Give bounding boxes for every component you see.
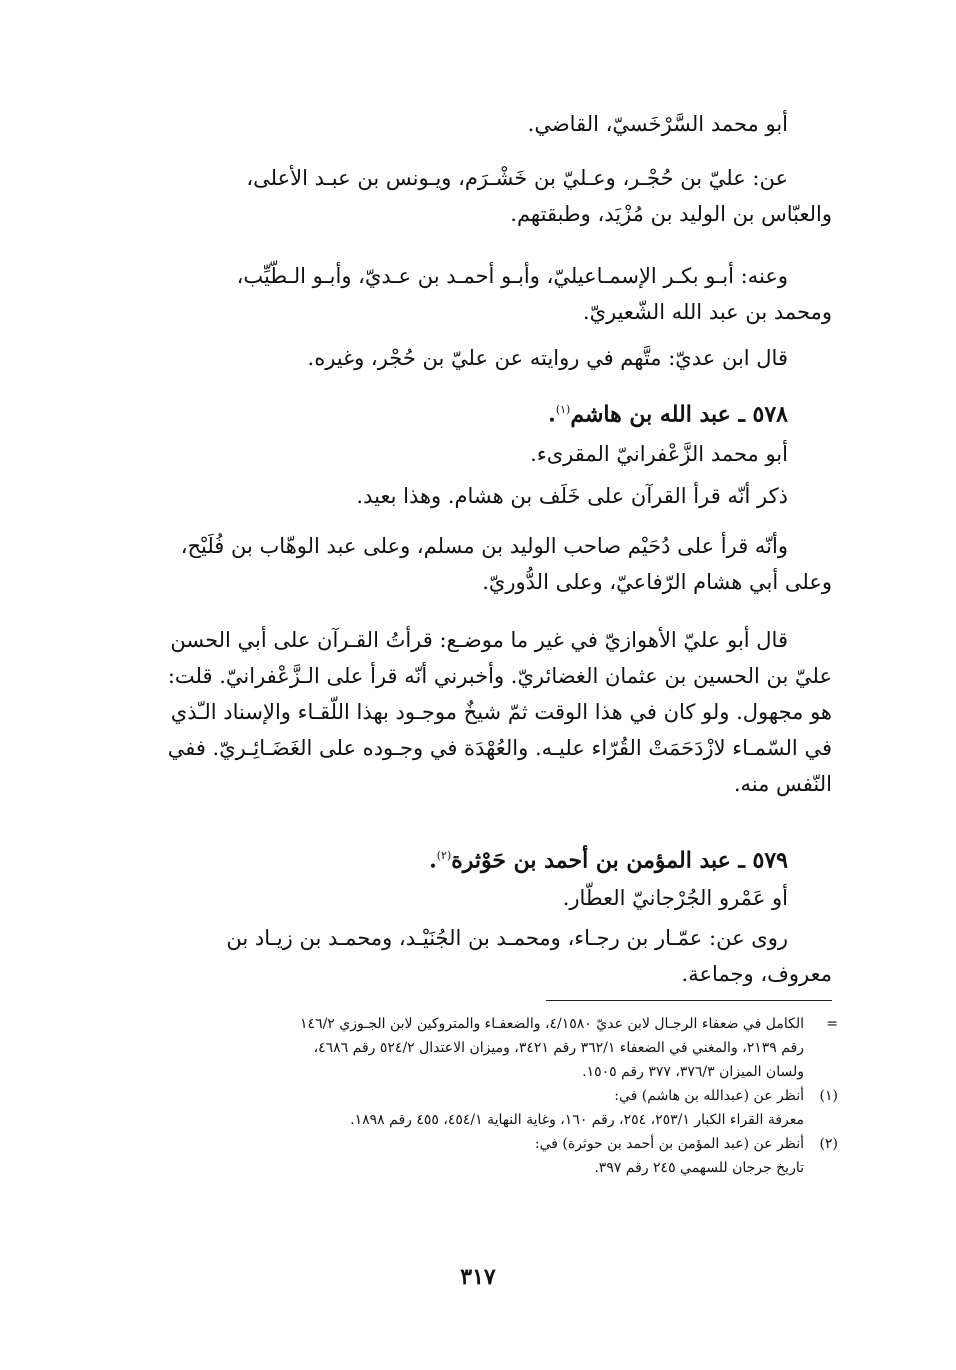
footnote-line: تاريخ جرجان للسهمي ٢٤٥ رقم ٣٩٧.: [594, 1160, 804, 1176]
footnote-marker: (١): [819, 1088, 838, 1104]
ahwazi-line: هو مجهول. ولو كان في هذا الوقت ثمّ شيخٌ موجـود بهذا اللّقـاء والإسناد الـّذي: [170, 700, 832, 724]
kunya-line-zafarani: أبو محمد الزَّعْفرانيّ المقرىء.: [530, 442, 788, 466]
reading-line: وأنّه قرأ على دُحَيْم صاحب الوليد بن مسلم، وعلى عبد الوهّاب بن فُلَيْح،: [180, 534, 788, 558]
footnote-marker: =: [826, 1016, 838, 1032]
entry-579-heading-end: .: [429, 847, 437, 874]
footnote-line: الكامل في ضعفاء الرجـال لابن عديّ ٤/١٥٨٠، والضعفـاء والمتروكين لابن الجـوزي ١٤٦/٢: [300, 1016, 804, 1032]
footnote-ref-1: (١): [555, 403, 571, 416]
students-line: ومحمد بن عبد الله الشّعيريّ.: [582, 300, 832, 324]
criticism-line: قال ابن عديّ: متَّهم في روايته عن عليّ بن حُجْر، وغيره.: [307, 346, 788, 370]
ahwazi-line: في السّمـاء لازْدَحَمَتْ القُرّاء عليـه. والعُهْدَة في وجـوده على الغَضَـائِـريّ. ففي: [167, 736, 832, 760]
narrated-line: معروف، وجماعة.: [681, 962, 832, 986]
ahwazi-line: عليّ بن الحسين بن عثمان الغضائريّ. وأخبرني أنّه قرأ على الـزَّعْفرانيّ. قلت:: [167, 664, 832, 688]
footnote-line: معرفة القراء الكبار ٢٥٣/١، ٢٥٤، رقم ١٦٠، وغاية النهاية ٤٥٤/١، ٤٥٥ رقم ١٨٩٨.: [350, 1112, 804, 1128]
entry-578-heading-end: .: [548, 401, 556, 428]
ahwazi-line: النّفس منه.: [733, 772, 832, 796]
kunya-line-jurjani: أو عَمْرو الجُرْجانيّ العطّار.: [562, 886, 788, 910]
teachers-line: والعبّاس بن الوليد بن مُزْيَد، وطبقتهم.: [510, 202, 832, 226]
footnote-line: أنظر عن (عبدالله بن هاشم) في:: [614, 1088, 804, 1104]
ahwazi-line: قال أبو عليّ الأهوازيّ في غير ما موضـع: قرأتُ القـرآن على أبي الحسن: [170, 628, 788, 652]
students-line: وعنه: أبـو بكـر الإسمـاعيليّ، وأبـو أحمـد بن عـديّ، وأبـو الـطّيِّب،: [236, 264, 788, 288]
narrated-line: روى عن: عمّـار بن رجـاء، ومحمـد بن الجُنَيْـد، ومحمـد بن زيـاد بن: [226, 926, 788, 950]
footnotes-section: [120, 1012, 838, 1180]
page-number: ٣١٧: [460, 1264, 496, 1290]
reading-paragraph: [120, 528, 832, 600]
footnote-marker: (٢): [819, 1136, 838, 1152]
ahwazi-paragraph: [120, 622, 832, 802]
footnote-line: رقم ٢١٣٩، والمغني في الضعفاء ٣٦٢/١ رقم ٣٤٢١، وميزان الاعتدال ٥٢٤/٢ رقم ٤٦٨٦،: [313, 1040, 804, 1056]
footnote-continuation: [120, 1012, 838, 1084]
teachers-paragraph: [120, 160, 832, 232]
footnote-line: ولسان الميزان ٣٧٦/٣، ٣٧٧ رقم ١٥٠٥.: [582, 1064, 804, 1080]
footnote-1: [120, 1084, 838, 1132]
entry-579-title: ٥٧٩ ـ عبد المؤمن بن أحمد بن حَوْثرة: [451, 847, 788, 874]
footnote-line: أنظر عن (عبد المؤمن بن أحمد بن حوثرة) في:: [534, 1136, 804, 1152]
reading-line: وعلى أبي هشام الرّفاعيّ، وعلى الدُّوريّ.: [482, 570, 832, 594]
entry-578-title: ٥٧٨ ـ عبد الله بن هاشم: [570, 401, 788, 428]
claim-line: ذكر أنّه قرأ القرآن على خَلَف بن هشام. وهذا بعيد.: [356, 484, 788, 508]
teachers-line: عن: عليّ بن حُجْـر، وعـليّ بن خَشْـرَم، ويـونس بن عبـد الأعلى،: [246, 166, 788, 190]
kunya-line-sarakhsi: أبو محمد السَّرْخَسيّ، القاضي.: [527, 112, 788, 136]
narrated-paragraph: [120, 920, 832, 992]
footnote-divider: [546, 1000, 832, 1001]
footnote-2: [120, 1132, 838, 1180]
students-paragraph: [120, 258, 832, 330]
footnote-ref-2: (٢): [436, 849, 452, 862]
entry-579-heading: [429, 838, 788, 878]
entry-578-heading: [548, 392, 788, 432]
